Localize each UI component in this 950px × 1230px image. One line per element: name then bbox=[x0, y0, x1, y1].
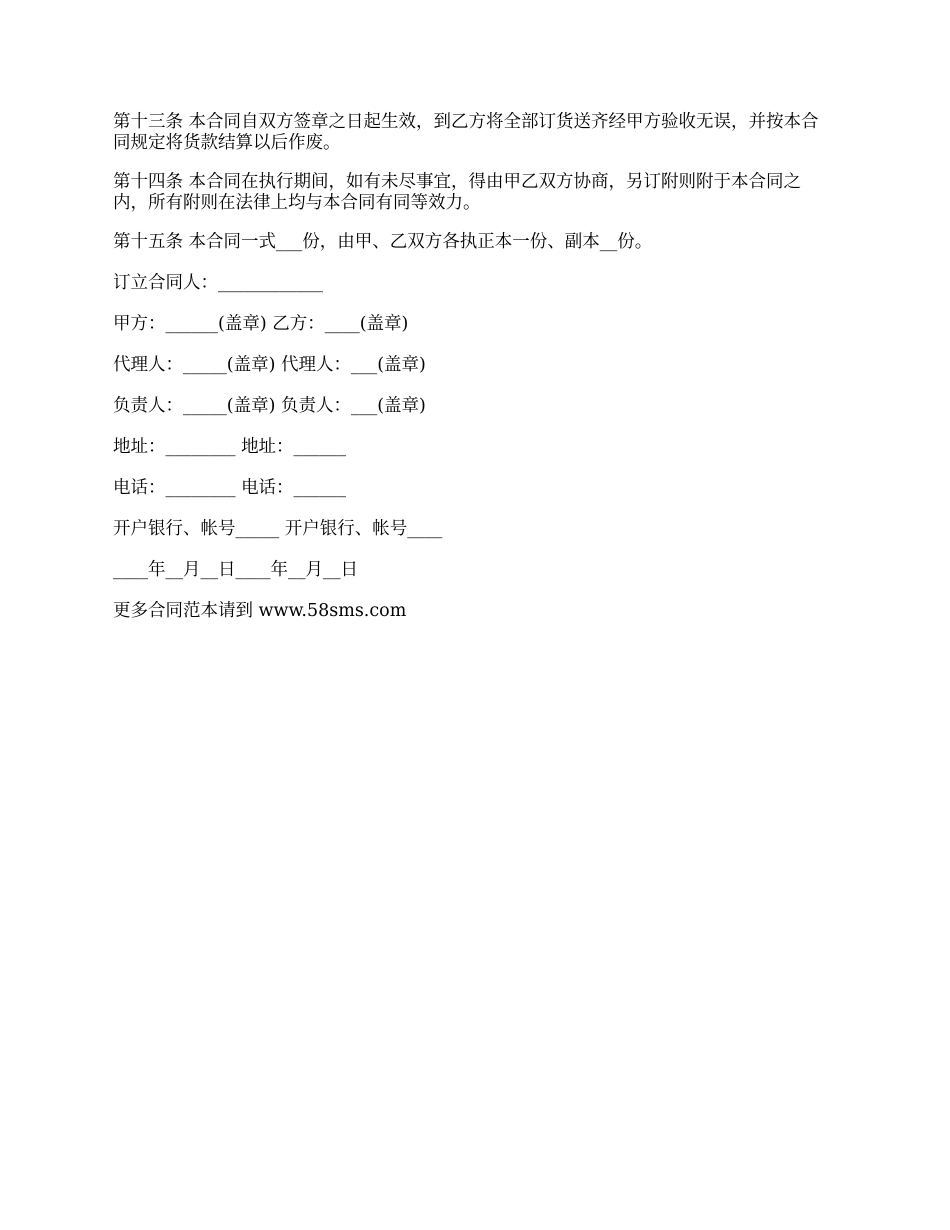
address-line: 地址：________ 地址：______ bbox=[113, 437, 347, 457]
document-body bbox=[113, 112, 833, 642]
article-14-paragraph: 第十四条 本合同在执行期间，如有未尽事宜，得由甲乙双方协商，另订附则附于本合同之内，所有附则在法律上均与本合同有同等效力。 bbox=[113, 172, 802, 213]
party-seal-line: 甲方：______(盖章) 乙方：____(盖章) bbox=[113, 314, 409, 334]
contract-signatory-line: 订立合同人：____________ bbox=[113, 273, 323, 293]
responsible-person-seal-line: 负责人：_____(盖章) 负责人：___(盖章) bbox=[113, 396, 426, 416]
footer-website-note: 更多合同范本请到 www.58sms.com bbox=[113, 601, 407, 621]
agent-seal-line: 代理人：_____(盖章) 代理人：___(盖章) bbox=[113, 355, 426, 375]
date-line: ____年__月__日____年__月__日 bbox=[113, 560, 358, 580]
article-13-paragraph: 第十三条 本合同自双方签章之日起生效，到乙方将全部订货送齐经甲方验收无误，并按本合同规定将货款结算以后作废。 bbox=[113, 112, 819, 153]
phone-line: 电话：________ 电话：______ bbox=[113, 478, 347, 498]
bank-account-line: 开户银行、帐号_____ 开户银行、帐号____ bbox=[113, 519, 443, 539]
article-15-paragraph: 第十五条 本合同一式___份，由甲、乙双方各执正本一份、副本__份。 bbox=[113, 232, 653, 252]
